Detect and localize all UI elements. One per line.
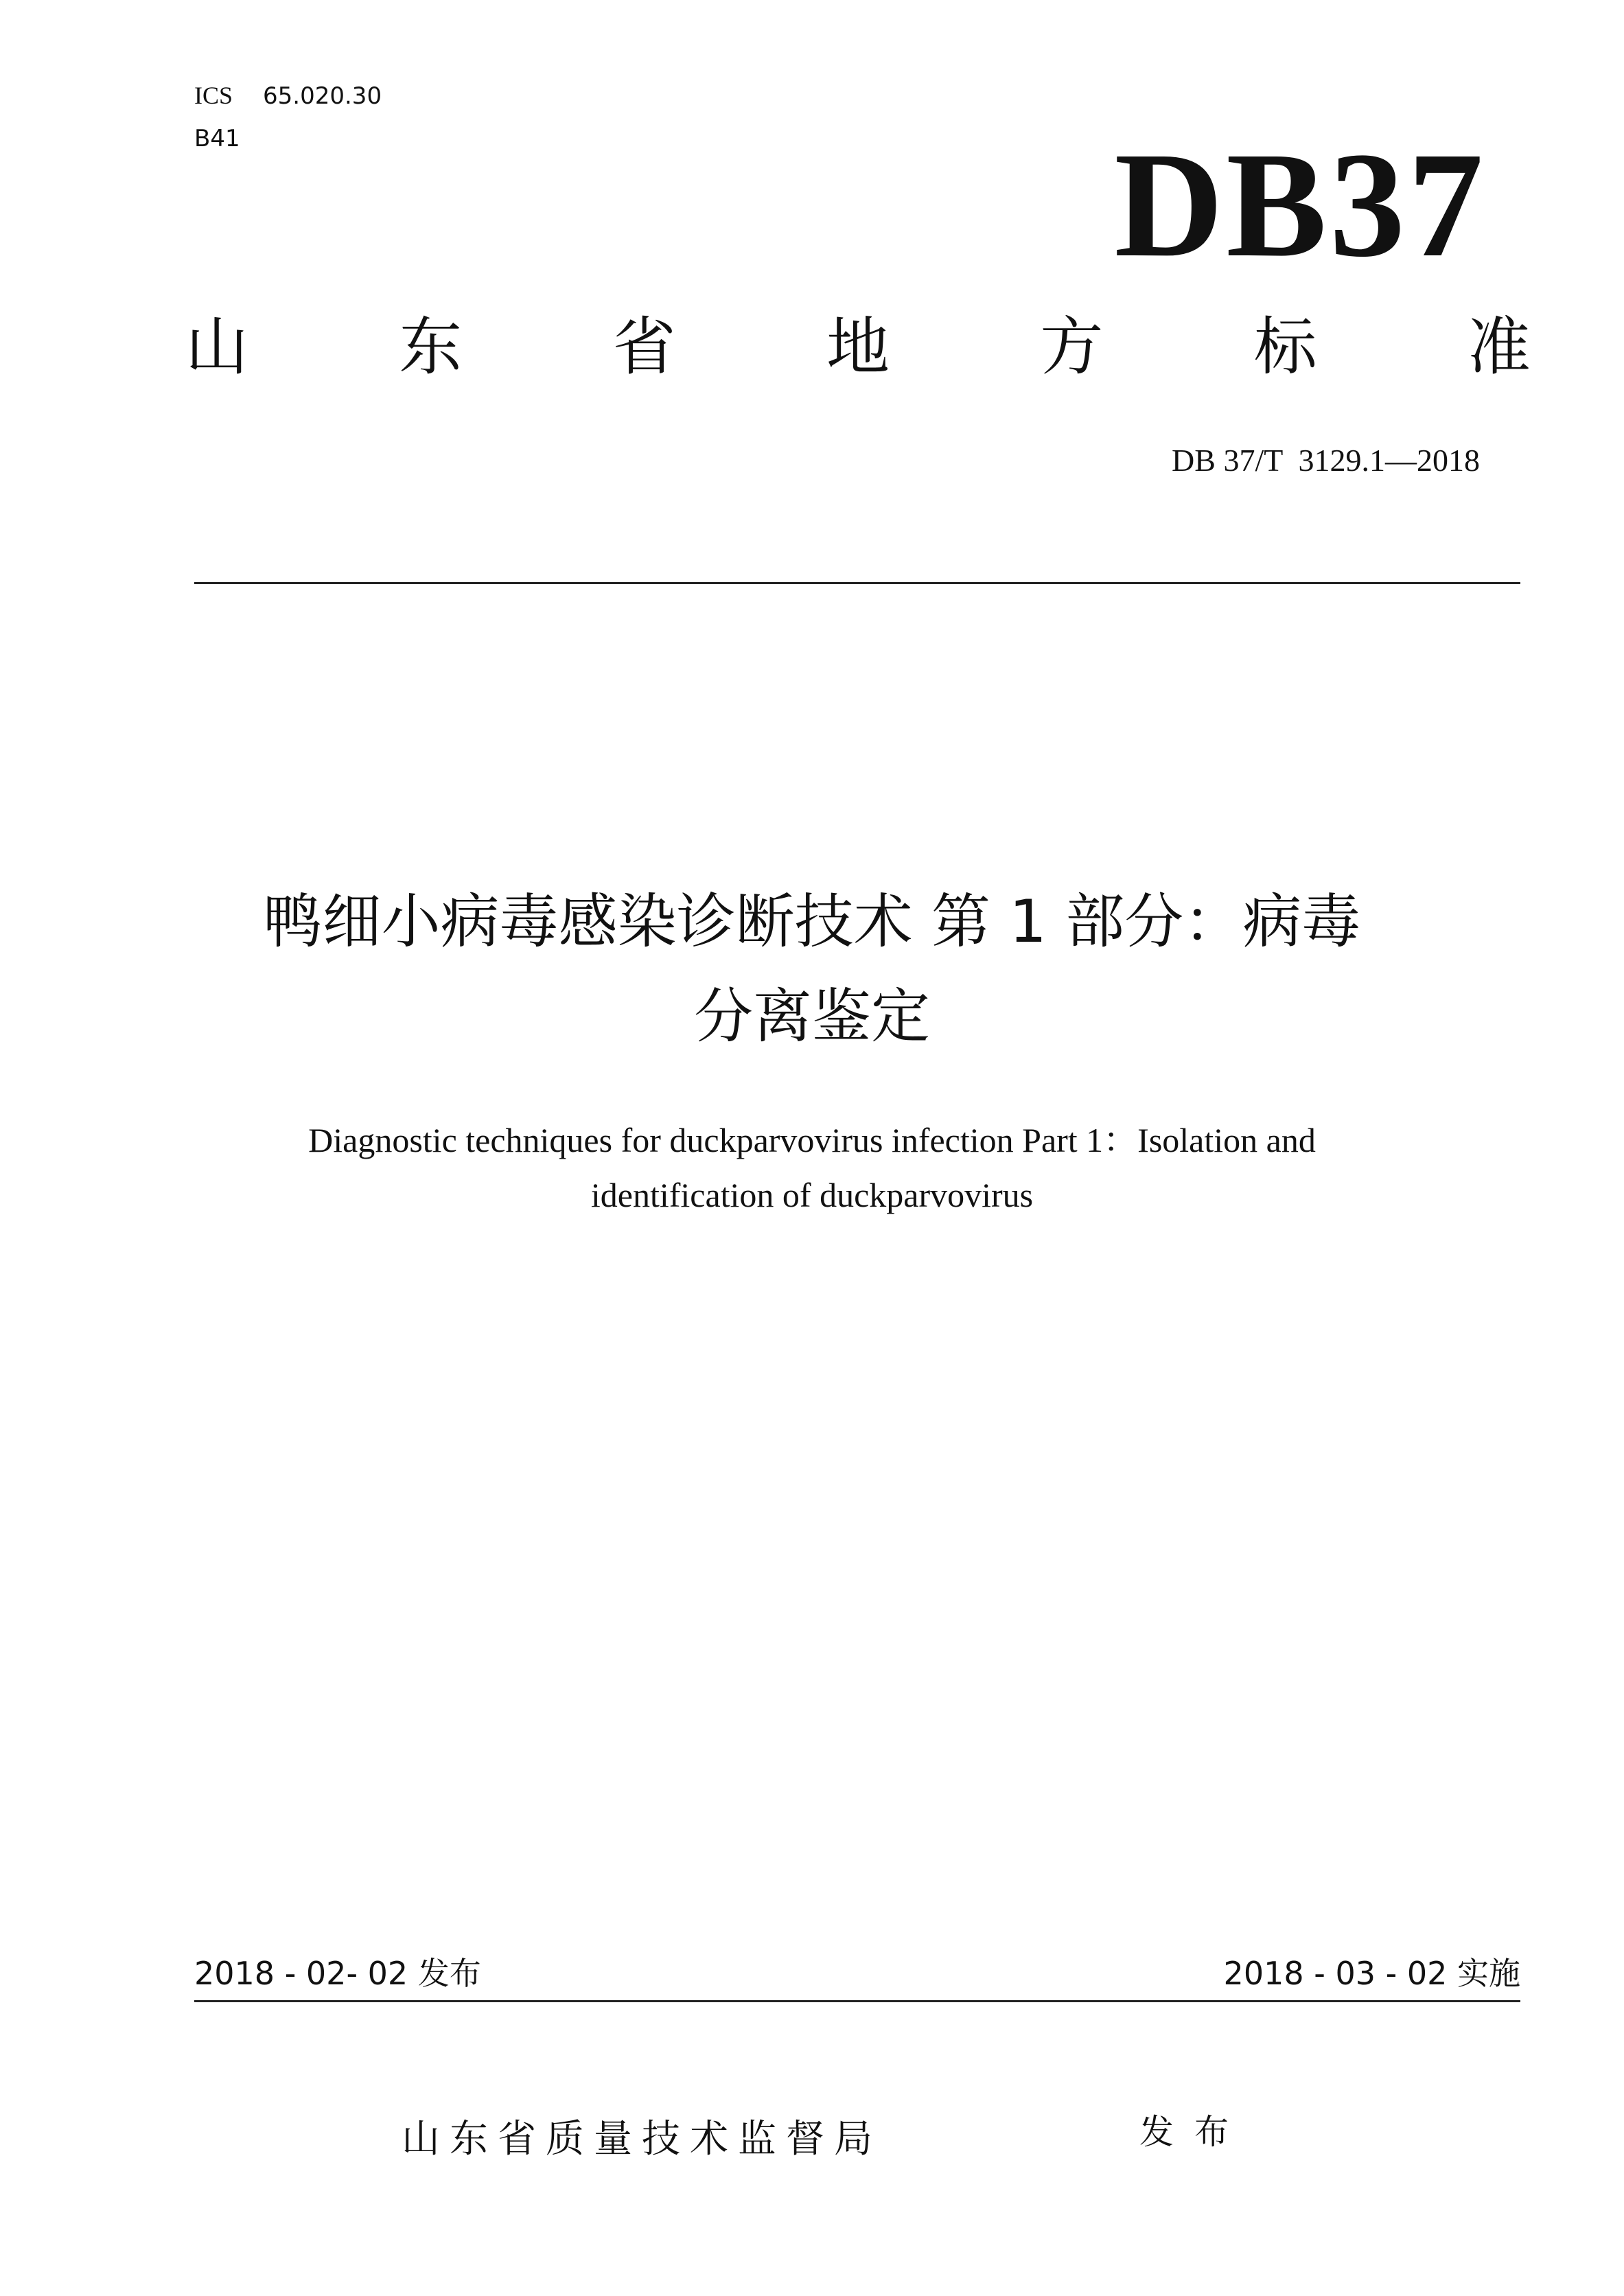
title-cn-line1: 鸭细小病毒感染诊断技术 第 1 部分：病毒 xyxy=(263,888,1361,956)
standard-type-char: 标 xyxy=(1253,310,1317,384)
standard-type-char: 地 xyxy=(826,310,890,384)
issuer-name: 山东省质量技术监督局 xyxy=(402,2117,882,2161)
standard-type-char: 准 xyxy=(1467,310,1531,384)
db37-logo: DB37 xyxy=(1114,121,1486,288)
standard-number: DB 37/T 3129.1—2018 xyxy=(1172,443,1480,478)
issue-date: 2018 - 02- 02 发布 xyxy=(194,1955,481,1992)
title-en-line2: identification of duckparvovirus xyxy=(590,1176,1034,1214)
ics-code: 65.020.30 xyxy=(263,82,382,110)
standard-type-char: 省 xyxy=(612,310,676,384)
footer-divider xyxy=(194,2000,1520,2002)
ics-line xyxy=(194,81,382,110)
standard-type-char: 东 xyxy=(399,310,463,384)
header-divider xyxy=(194,582,1520,584)
implement-date: 2018 - 03 - 02 实施 xyxy=(1223,1955,1520,1992)
ccs-code: B41 xyxy=(194,125,240,152)
title-cn-line2: 分离鉴定 xyxy=(694,982,930,1051)
standard-type-char: 方 xyxy=(1040,310,1104,384)
publish-label: 发布 xyxy=(1139,2112,1249,2152)
title-en-line1: Diagnostic techniques for duckparvovirus infection Part 1：Isolation and xyxy=(308,1121,1316,1159)
standard-type-heading xyxy=(185,310,1531,384)
standard-type-char: 山 xyxy=(185,310,249,384)
ics-label: ICS xyxy=(194,82,233,109)
